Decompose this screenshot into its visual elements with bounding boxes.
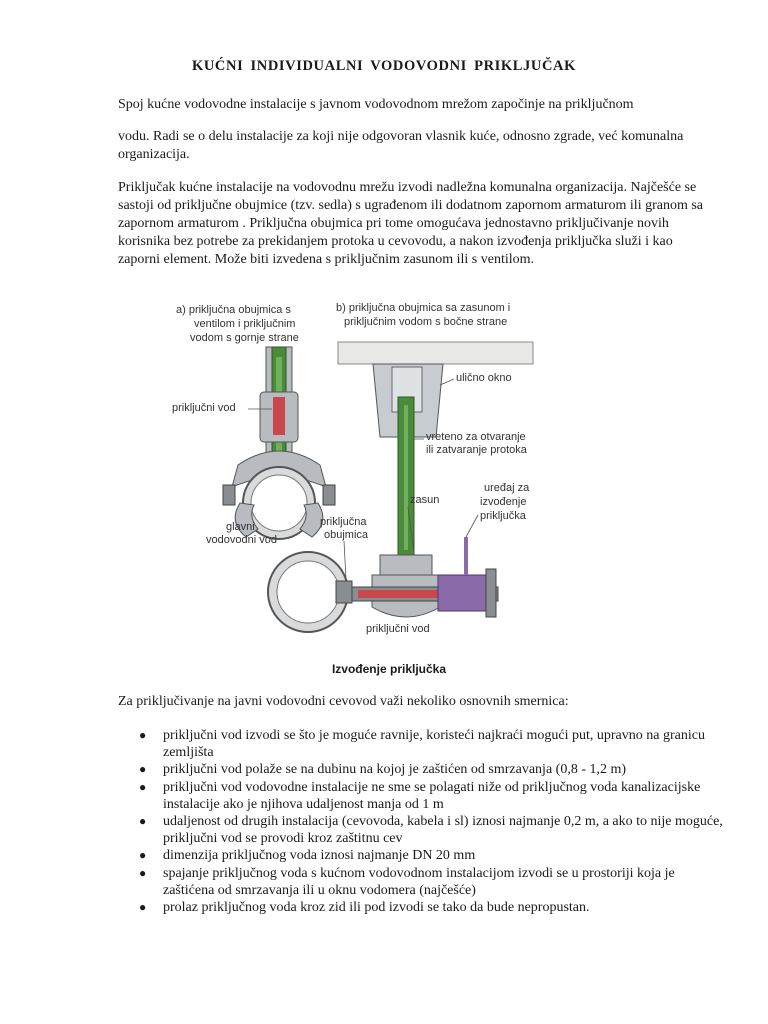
- valve-flow-a: [273, 397, 285, 435]
- label-obujmica-1: priključna: [320, 516, 367, 528]
- list-item-text: priključni vod vodovodne instalacije ne sme se polagati niže od priključnog voda kanalizacijske instalacije ako je njihova udaljenost manja od 1 m: [163, 779, 701, 812]
- list-item: [136, 847, 724, 864]
- figure-caption: Izvođenje priključka: [331, 662, 447, 676]
- label-ulicno-okno: ulično okno: [456, 372, 512, 384]
- diagram-svg: [168, 297, 540, 649]
- bullet-icon: ●: [139, 762, 147, 777]
- label-prikljucni-vod-bottom: priključni vod: [366, 623, 430, 635]
- list-item: [136, 727, 724, 761]
- main-pipe-b-inner: [277, 561, 339, 623]
- label-a-3: vodom s gornje strane: [190, 332, 299, 344]
- list-item-text: spajanje priključnog voda s kućnom vodovodnom instalacijom izvodi se u prostoriji koja je zaštićena od smrzavanja ili u oknu vodomera (najčešće): [163, 865, 675, 898]
- label-glavni-1: glavni: [226, 521, 255, 533]
- saddle-b: [336, 581, 352, 603]
- shaft-slab: [338, 342, 533, 364]
- paragraph-2: Priključak kućne instalacije na vodovodnu mrežu izvodi nadležna komunalna organizacija. Najčešće se sastoji od priključne obujmice (tzv. sedla) s ugrađenom ili dodatnom zapornom armaturom ili granom sa zapornom armaturom . Priključna obujmica pri tome omogućava jednostavno priključivanje novih korisnika bez potrebe za prekidanjem protoka u cevovodu, a nakon izvođenja priključka služi i kao zaporni element. Može biti izvedena s priključnim zasunom ili s ventilom.: [118, 180, 704, 267]
- gate-valve-top: [380, 555, 432, 575]
- connection-diagram: [168, 297, 540, 649]
- bullet-icon: ●: [139, 865, 147, 880]
- label-uredjaj-3: priključka: [480, 510, 526, 522]
- list-item-text: priključni vod izvodi se što je moguće ravnije, koristeći najkraći mogući put, upravno na granicu zemljišta: [163, 728, 705, 761]
- label-a-1: a) priključna obujmica s: [176, 304, 291, 316]
- bullet-icon: ●: [139, 779, 147, 794]
- guidelines-list: [136, 727, 724, 916]
- bullet-icon: ●: [139, 848, 147, 863]
- label-obujmica-2: obujmica: [324, 529, 369, 541]
- list-item-text: prolaz priključnog voda kroz zid ili pod izvodi se tako da bude nepropustan.: [163, 900, 590, 916]
- list-item-text: priključni vod polaže se na dubinu na kojoj je zaštićen od smrzavanja (0,8 - 1,2 m): [163, 762, 627, 778]
- label-b-2: priključnim vodom s bočne strane: [344, 316, 508, 328]
- list-item: [136, 899, 724, 916]
- installation-device: [438, 575, 488, 611]
- list-item: [136, 761, 724, 778]
- intro-line: Spoj kućne vodovodne instalacije s javnom vodovodnom mrežom započinje na priključnom: [118, 97, 634, 112]
- label-a-2: ventilom i priključnim: [194, 318, 296, 330]
- label-uredjaj-2: izvođenje: [480, 496, 527, 508]
- label-vreteno-1: vreteno za otvaranje: [426, 431, 526, 443]
- label-prikljucni-vod-top: priključni vod: [172, 402, 236, 414]
- list-item: [136, 865, 724, 899]
- paragraph-1: vodu. Radi se o delu instalacije za koji nije odgovoran vlasnik kuće, odnosno zgrade, već komunalna organizacija.: [118, 129, 684, 162]
- list-item: [136, 813, 724, 847]
- bullet-icon: ●: [139, 814, 147, 829]
- label-vreteno-2: ili zatvaranje protoka: [426, 444, 527, 456]
- device-flange: [486, 569, 496, 617]
- list-item-text: udaljenost od drugih instalacija (cevovoda, kabela i sl) iznosi najmanje 0,2 m, a ako to nije moguće, priključni vod se provodi kroz zaštitnu cev: [163, 814, 723, 847]
- label-zasun: zasun: [410, 494, 440, 506]
- main-pipe-a-inner: [251, 475, 307, 531]
- list-item: [136, 779, 724, 813]
- list-item-text: dimenzija priključnog voda iznosi najmanje DN 20 mm: [163, 848, 476, 864]
- label-glavni-2: vodovodni vod: [206, 534, 277, 546]
- page-title: KUĆNI INDIVIDUALNI VODOVODNI PRIKLJUČAK: [191, 58, 576, 74]
- bullet-icon: ●: [139, 900, 147, 915]
- label-uredjaj-1: uređaj za: [484, 482, 530, 494]
- list-intro: Za priključivanje na javni vodovodni cevovod važi nekoliko osnovnih smernica:: [118, 694, 569, 709]
- spindle-inner: [404, 405, 408, 550]
- bolt-left-a: [223, 485, 235, 505]
- bullet-icon: ●: [139, 728, 147, 742]
- label-b-1: b) priključna obujmica sa zasunom i: [336, 302, 511, 314]
- bolt-right-a: [323, 485, 335, 505]
